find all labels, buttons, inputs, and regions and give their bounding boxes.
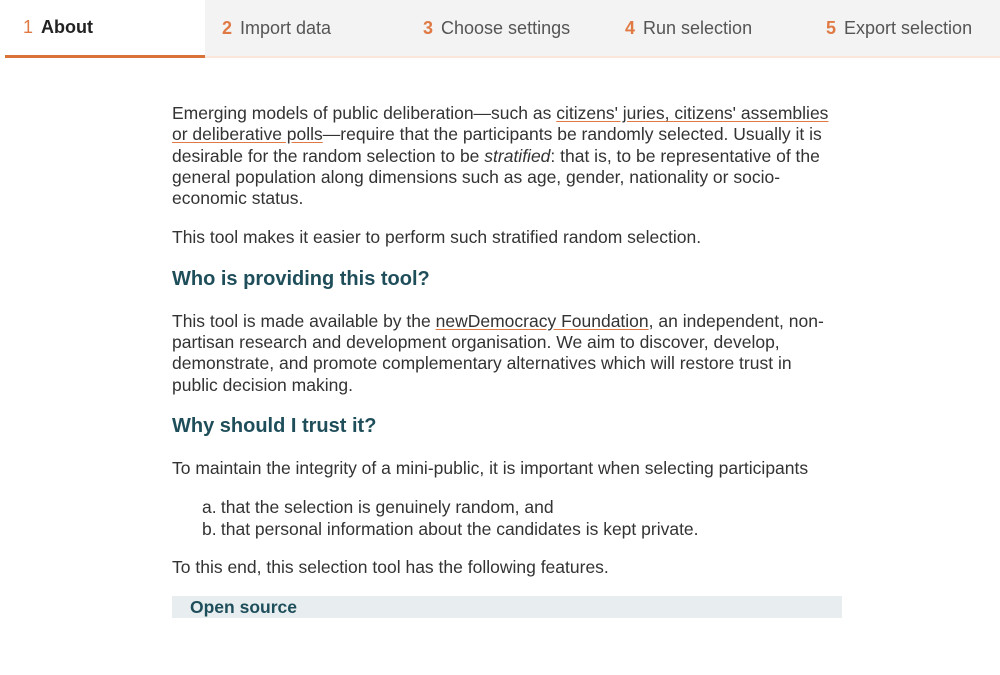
list-item-text: that personal information about the candidates is kept private. [220,518,699,539]
list-item [202,497,842,518]
trust-list [172,497,842,540]
intro-text: : that is, to be representative of the general population along dimensions such as age, gender, nationality or socio-economic status. [172,145,820,209]
intro-text: —require that the participants be randomly selected. Usually it is desirable for the random selection to be [172,124,822,166]
provider-paragraph [172,311,842,396]
list-marker: a. [202,497,217,518]
tab-about[interactable] [5,0,205,58]
about-content [172,103,842,618]
trust-paragraph: To maintain the integrity of a mini-public, it is important when selecting participants [172,457,809,478]
intro-paragraph [172,103,842,209]
intro-emphasis: stratified [484,145,551,166]
list-item [202,518,842,540]
feature-header-open-source[interactable]: Open source [172,596,842,618]
features-intro: To this end, this selection tool has the following features. [172,556,609,577]
intro-text: Emerging models of public deliberation—such as [172,103,557,123]
tab-export-selection[interactable] [805,0,1000,56]
link-deliberation-models[interactable]: citizens' juries, citizens' assemblies or deliberative polls [172,103,829,145]
tab-number: 4 [625,17,636,38]
tab-number: 5 [826,17,837,38]
list-item-text: that the selection is genuinely random, and [220,497,554,518]
tab-number: 2 [222,17,233,38]
tab-label: Import data [240,17,332,38]
tab-run-selection[interactable] [605,0,805,56]
tab-choose-settings[interactable] [405,0,605,56]
intro-summary: This tool makes it easier to perform such stratified random selection. [172,227,702,248]
tab-label: About [41,17,93,37]
heading-provider: Who is providing this tool? [172,267,430,290]
tab-label: Run selection [643,17,753,38]
tab-label: Choose settings [441,17,571,38]
list-marker: b. [202,518,217,539]
step-tabs [5,0,1000,58]
tab-number: 1 [23,17,34,37]
heading-trust: Why should I trust it? [172,414,377,437]
link-newdemocracy[interactable]: newDemocracy Foundation [435,310,649,331]
tab-number: 3 [423,17,434,38]
tab-import-data[interactable] [205,0,405,56]
provider-text: , an independent, non-partisan research and development organisation. We aim to discover, develop, demonstrate, and promote complementary alternatives which will restore trust in public decision making. [172,310,824,395]
provider-text: This tool is made available by the [172,310,436,331]
tab-label: Export selection [844,17,973,38]
